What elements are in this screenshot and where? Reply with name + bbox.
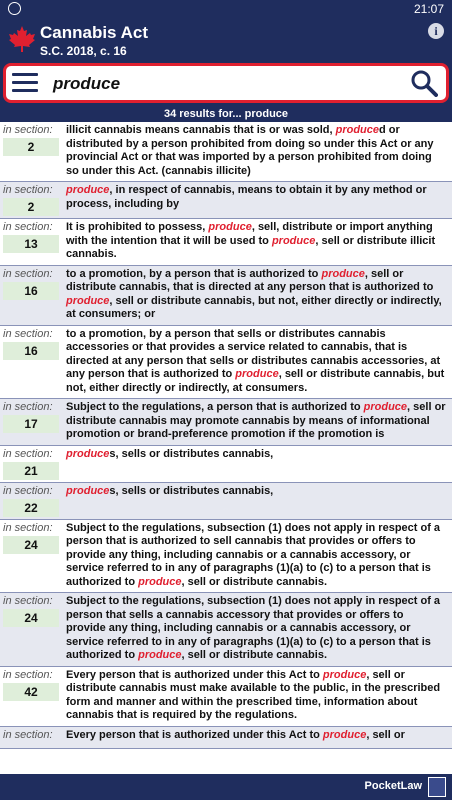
search-highlight: produce <box>271 234 316 247</box>
result-text <box>62 727 452 748</box>
section-cell <box>0 446 62 482</box>
result-row[interactable] <box>0 122 452 182</box>
section-number: 2 <box>3 138 59 156</box>
menu-icon[interactable] <box>12 73 38 93</box>
search-highlight: produce <box>208 221 252 233</box>
result-text-segment: s, sells or distributes cannabis, <box>109 484 274 497</box>
section-number: 22 <box>3 499 59 517</box>
section-label: in section: <box>3 728 53 741</box>
search-highlight: produce <box>66 484 110 497</box>
section-label: in section: <box>3 521 53 534</box>
search-bar[interactable] <box>3 63 449 103</box>
section-cell <box>0 122 62 181</box>
section-number: 24 <box>3 536 59 554</box>
brand-label: PocketLaw <box>364 780 422 792</box>
app-header <box>0 17 452 62</box>
result-text-segment: Every person that is authorized under this Act to <box>66 668 323 681</box>
section-label: in section: <box>3 484 53 497</box>
search-icon[interactable] <box>410 69 438 97</box>
result-text-segment: , sell or distribute cannabis, but not, either directly or indirectly, at consumers; or <box>66 294 442 320</box>
section-cell <box>0 399 62 445</box>
info-icon[interactable]: i <box>428 23 444 39</box>
section-number: 21 <box>3 462 59 480</box>
whatsapp-icon <box>8 2 21 15</box>
result-row[interactable] <box>0 219 452 266</box>
search-highlight: produce <box>235 368 279 380</box>
section-cell <box>0 727 62 748</box>
section-cell <box>0 182 62 218</box>
section-cell <box>0 266 62 325</box>
search-highlight: produce <box>66 294 110 307</box>
search-highlight: produce <box>138 575 182 588</box>
section-number: 24 <box>3 609 59 627</box>
result-text-segment: , sell or distribute illicit cannabis. <box>66 234 436 260</box>
search-highlight: produce <box>322 728 367 741</box>
section-label: in section: <box>3 184 53 196</box>
page-title: Cannabis Act <box>40 23 149 42</box>
result-row[interactable] <box>0 667 452 727</box>
result-text <box>62 483 452 519</box>
result-text-segment: , sell or distribute cannabis may promote cannabis by means of informational promotion or brand-preference promotion if the promotion is <box>66 401 446 440</box>
section-number: 2 <box>3 198 59 216</box>
result-text-segment: , sell or distribute cannabis, but not, either directly or indirectly, at consumers. <box>66 368 445 394</box>
status-time: 21:07 <box>413 2 444 16</box>
result-text-segment: , sell or distribute cannabis, that is directed at any person that is authorized to <box>66 267 434 293</box>
status-bar <box>0 0 452 17</box>
section-cell <box>0 219 62 265</box>
result-text-segment: , sell, distribute or import anything with the intention that it will be used to <box>66 221 433 247</box>
page-subtitle: S.C. 2018, c. 16 <box>40 44 127 58</box>
result-text-segment: Subject to the regulations, subsection (1) does not apply in respect of a person that sells a cannabis accessory that provides or offers to provide any thing, including cannabis or a cannabis accessory, or service referred to in any of paragraphs (1)(a) to (c) to a person that is authorized to <box>66 595 441 661</box>
section-cell <box>0 593 62 666</box>
result-row[interactable] <box>0 593 452 667</box>
section-number: 16 <box>3 282 59 300</box>
search-highlight: produce <box>66 184 110 196</box>
result-text-segment: , sell or distribute cannabis must make available to the public, in the prescribed form and manner and within the prescribed time, information about cannabis that is required by the regulations. <box>66 668 441 721</box>
result-text <box>62 122 452 181</box>
search-input[interactable]: produce <box>53 74 121 93</box>
section-label: in section: <box>3 267 53 280</box>
result-text <box>62 520 452 593</box>
result-text-segment: Every person that is authorized under this Act to <box>66 728 323 741</box>
section-label: in section: <box>3 595 53 607</box>
result-text-segment: Subject to the regulations, a person that is authorized to <box>66 401 364 413</box>
result-row[interactable] <box>0 483 452 520</box>
result-text-segment: to a promotion, by a person that is authorized to <box>66 267 322 280</box>
search-highlight: produce <box>138 649 182 661</box>
result-text-segment: s, sells or distributes cannabis, <box>109 447 274 460</box>
result-text-segment: Subject to the regulations, subsection (1) does not apply in respect of a person that is authorized to sell cannabis that provides or offers to provide any thing, including cannabis or a cannabis accessory, or service referred to in any of paragraphs (1)(a) to (c) to a person that is authorized to <box>66 521 441 588</box>
results-summary: 34 results for... produce <box>0 107 452 122</box>
search-highlight: produce <box>66 447 110 460</box>
result-row[interactable] <box>0 266 452 326</box>
result-text <box>62 593 452 666</box>
result-text-segment: , sell or distribute cannabis. <box>181 575 327 588</box>
section-label: in section: <box>3 327 53 340</box>
result-row[interactable] <box>0 399 452 446</box>
result-text-segment: , sell or distribute cannabis. <box>181 649 327 661</box>
section-number: 16 <box>3 342 59 360</box>
section-label: in section: <box>3 401 53 413</box>
result-text <box>62 326 452 399</box>
section-cell <box>0 667 62 726</box>
result-text-segment: illicit cannabis means cannabis that is or was sold, <box>66 124 336 136</box>
section-number: 42 <box>3 683 59 701</box>
section-cell <box>0 326 62 399</box>
section-label: in section: <box>3 221 53 233</box>
result-row[interactable] <box>0 446 452 483</box>
result-row[interactable] <box>0 326 452 400</box>
section-cell <box>0 520 62 593</box>
section-cell <box>0 483 62 519</box>
result-row[interactable] <box>0 520 452 594</box>
section-label: in section: <box>3 447 53 460</box>
result-text <box>62 446 452 482</box>
result-text <box>62 667 452 726</box>
search-highlight: produce <box>335 124 379 136</box>
results-list[interactable] <box>0 122 452 774</box>
result-text-segment: d or distributed by a person prohibited from doing so under this Act or any provincial Act or that was imported by a person prohibited from doing so under this Act. (cannabis illicite) <box>66 124 434 177</box>
result-text <box>62 182 452 218</box>
section-label: in section: <box>3 124 53 136</box>
section-number: 17 <box>3 415 59 433</box>
search-highlight: produce <box>321 267 365 280</box>
result-text <box>62 266 452 325</box>
result-text-segment: It is prohibited to possess, <box>66 221 209 233</box>
result-text-segment: to a promotion, by a person that sells or distributes cannabis accessories or that provides a service related to cannabis, that is directed at any person that sells or distributes cannabis accessories, at any person that is authorized to <box>66 327 441 380</box>
app-footer <box>0 774 452 800</box>
result-text <box>62 219 452 265</box>
search-highlight: produce <box>363 401 408 413</box>
search-highlight: produce <box>322 668 367 681</box>
result-text-segment: , sell or <box>366 728 405 741</box>
pocketlaw-logo-icon[interactable] <box>428 777 446 797</box>
section-number: 13 <box>3 235 59 253</box>
result-text-segment: , in respect of cannabis, means to obtain it by any method or process, including by <box>66 184 427 210</box>
result-text <box>62 399 452 445</box>
section-label: in section: <box>3 668 53 681</box>
maple-leaf-icon <box>8 25 36 53</box>
result-row[interactable] <box>0 182 452 219</box>
result-row[interactable] <box>0 727 452 749</box>
